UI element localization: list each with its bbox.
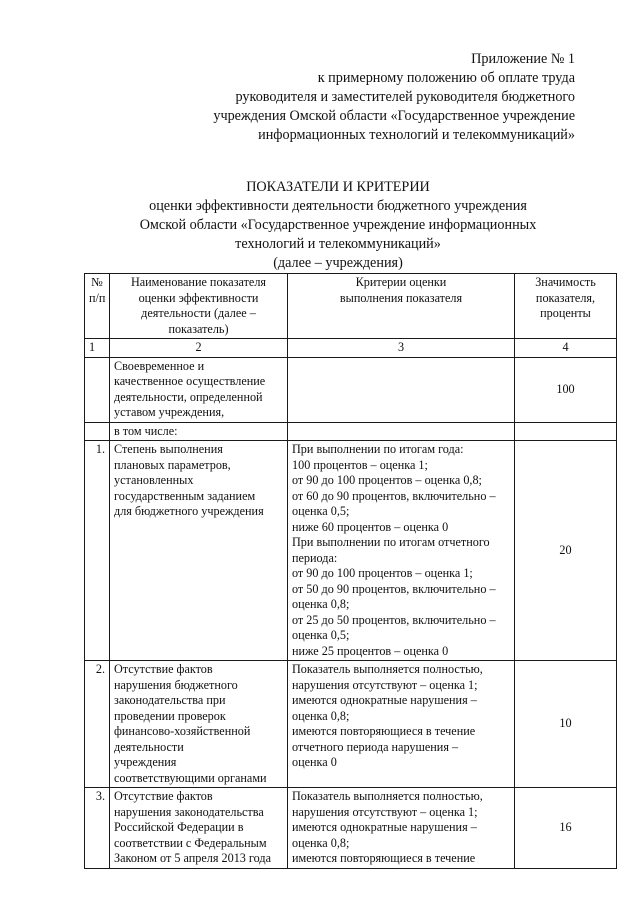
heading-line: оценки эффективности деятельности бюджетного учреждения (149, 198, 527, 214)
table-header-row (85, 274, 617, 339)
general-num-cell (85, 357, 110, 422)
header-num: № п/п (85, 274, 110, 339)
including-label: в том числе: (110, 422, 288, 441)
row-name: Отсутствие фактов нарушения бюджетного законодательства при проведении проверок финансово-хозяйственной деятельности учреждения соответствующими органами (110, 661, 288, 788)
row-num: 2. (85, 661, 110, 788)
header-name: Наименование показателя оценки эффективности деятельности (далее – показатель) (110, 274, 288, 339)
appendix-title: Приложение № 1 (471, 51, 575, 67)
including-num-cell (85, 422, 110, 441)
column-number: 2 (110, 339, 288, 358)
row-name: Степень выполнения плановых параметров, установленных государственным заданием для бюджетного учреждения (110, 441, 288, 661)
including-criteria-cell (288, 422, 515, 441)
heading-line: (далее – учреждения) (273, 255, 403, 271)
heading-line: технологий и телекоммуникаций» (235, 236, 441, 252)
header-value: Значимость показателя, проценты (515, 274, 617, 339)
table-row (85, 788, 617, 869)
row-name: Отсутствие фактов нарушения законодательства Российской Федерации в соответствии с Федеральным Законом от 5 апреля 2013 года (110, 788, 288, 869)
including-value-cell (515, 422, 617, 441)
indicators-table (84, 273, 617, 869)
row-value: 20 (515, 441, 617, 661)
row-criteria: Показатель выполняется полностью, нарушения отсутствуют – оценка 1; имеются однократные нарушения – оценка 0,8; имеются повторяющиеся в течение (288, 788, 515, 869)
column-number: 4 (515, 339, 617, 358)
table-row (85, 661, 617, 788)
row-criteria: При выполнении по итогам года: 100 процентов – оценка 1; от 90 до 100 процентов – оценка 0,8; от 60 до 90 процентов, включительно – оценка 0,5; ниже 60 процентов – оценка 0 При выполнении по итогам отчетного периода: от 90 до 100 процентов – оценка 1; от 50 до 90 процентов, включительно – оценка 0,8; от 25 до 50 процентов, включительно – оценка 0,5; ниже 25 процентов – оценка 0 (288, 441, 515, 661)
heading-line: Омской области «Государственное учреждение информационных (139, 217, 537, 233)
appendix-line: информационных технологий и телекоммуникаций» (258, 127, 575, 143)
appendix-line: к примерному положению об оплате труда (317, 70, 575, 86)
column-number: 3 (288, 339, 515, 358)
row-num: 3. (85, 788, 110, 869)
table-row (85, 441, 617, 661)
general-criteria-cell (288, 357, 515, 422)
row-value: 16 (515, 788, 617, 869)
header-criteria: Критерии оценки выполнения показателя (288, 274, 515, 339)
row-num: 1. (85, 441, 110, 661)
including-row (85, 422, 617, 441)
general-name-cell: Своевременное и качественное осуществление деятельности, определенной уставом учреждения, (110, 357, 288, 422)
column-number: 1 (85, 339, 110, 358)
appendix-line: руководителя и заместителей руководителя бюджетного (235, 89, 575, 105)
appendix-line: учреждения Омской области «Государственное учреждение (213, 108, 575, 124)
general-value: 100 (515, 357, 617, 422)
general-indicator-row (85, 357, 617, 422)
row-criteria: Показатель выполняется полностью, нарушения отсутствуют – оценка 1; имеются однократные нарушения – оценка 0,8; имеются повторяющиеся в течение отчетного периода нарушения – оценка 0 (288, 661, 515, 788)
document-heading (60, 178, 616, 273)
appendix-block (170, 50, 575, 145)
row-value: 10 (515, 661, 617, 788)
heading-title: ПОКАЗАТЕЛИ И КРИТЕРИИ (246, 179, 430, 195)
column-number-row (85, 339, 617, 358)
